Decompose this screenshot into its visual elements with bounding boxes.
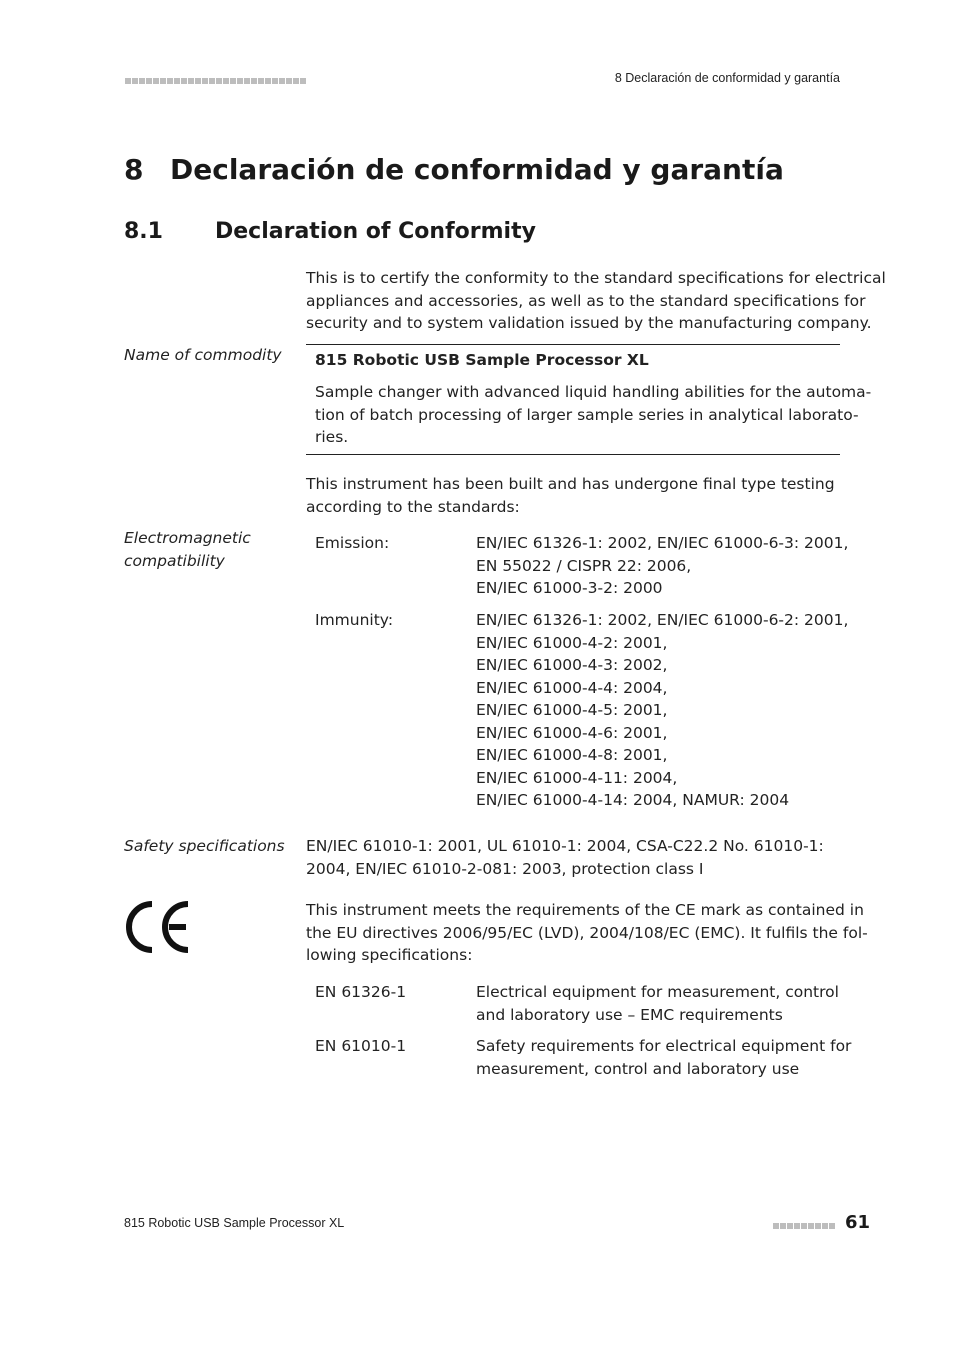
section-heading <box>124 219 536 244</box>
page-number: 61 <box>845 1212 871 1233</box>
spec-desc-2: Safety requirements for electrical equipment for measurement, control and laboratory use <box>476 1037 852 1078</box>
section-title: Declaration of Conformity <box>215 219 536 244</box>
immunity-standards: EN/IEC 61326-1: 2002, EN/IEC 61000-6-2: 2001, EN/IEC 61000-4-2: 2001, EN/IEC 61000-4-3: 2002, EN/IEC 61000-4-4: 2004, EN/IEC 61000-4-5: 2001, EN/IEC 61000-4-6: 2001, EN/IEC 61000-4-8: 2001, EN/IEC 61000-4-11: 2004, EN/IEC 61000-4-14: 2004, NAMUR: 2004 <box>476 611 849 809</box>
section-number: 8.1 <box>124 219 163 244</box>
ce-paragraph: This instrument meets the requirements of the CE mark as contained in the EU directives 2006/95/EC (LVD), 2004/108/EC (EMC). It fulfils the fol- lowing specifications: <box>306 901 868 964</box>
spec-code-2: EN 61010-1 <box>315 1037 407 1055</box>
commodity-label: Name of commodity <box>124 346 282 364</box>
commodity-name: 815 Robotic USB Sample Processor XL <box>315 351 649 369</box>
spec-code-1: EN 61326-1 <box>315 983 407 1001</box>
safety-specifications: EN/IEC 61010-1: 2001, UL 61010-1: 2004, CSA-C22.2 No. 61010-1: 2004, EN/IEC 61010-2-081: 2003, protection class I <box>306 837 824 878</box>
intro-paragraph: This is to certify the conformity to the standard specifications for electrical appliances and accessories, as well as to the standard specifications for security and to system validation issued by the manufacturing company. <box>306 269 886 332</box>
emc-label: Electromagnetic compatibility <box>124 529 251 570</box>
commodity-top-rule <box>306 344 840 345</box>
emission-label: Emission: <box>315 534 390 552</box>
emission-standards: EN/IEC 61326-1: 2002, EN/IEC 61000-6-3: 2001, EN 55022 / CISPR 22: 2006, EN/IEC 61000-3-2: 2000 <box>476 534 849 597</box>
header-decoration <box>125 74 307 87</box>
spec-desc-1: Electrical equipment for measurement, control and laboratory use – EMC requirements <box>476 983 839 1024</box>
ce-mark-icon <box>124 900 192 954</box>
chapter-number: 8 <box>124 153 144 186</box>
commodity-description: Sample changer with advanced liquid handling abilities for the automa- tion of batch processing of larger sample series in analytical laborato- ries. <box>315 383 872 446</box>
immunity-label: Immunity: <box>315 611 394 629</box>
chapter-heading <box>124 153 784 186</box>
standards-intro: This instrument has been built and has undergone final type testing according to the standards: <box>306 475 835 516</box>
commodity-bottom-rule <box>306 454 840 455</box>
footer-product: 815 Robotic USB Sample Processor XL <box>124 1216 345 1230</box>
footer-decoration <box>773 1219 836 1232</box>
running-title: 8 Declaración de conformidad y garantía <box>614 71 840 85</box>
safety-label: Safety specifications <box>124 837 285 855</box>
chapter-title: Declaración de conformidad y garantía <box>170 153 784 186</box>
